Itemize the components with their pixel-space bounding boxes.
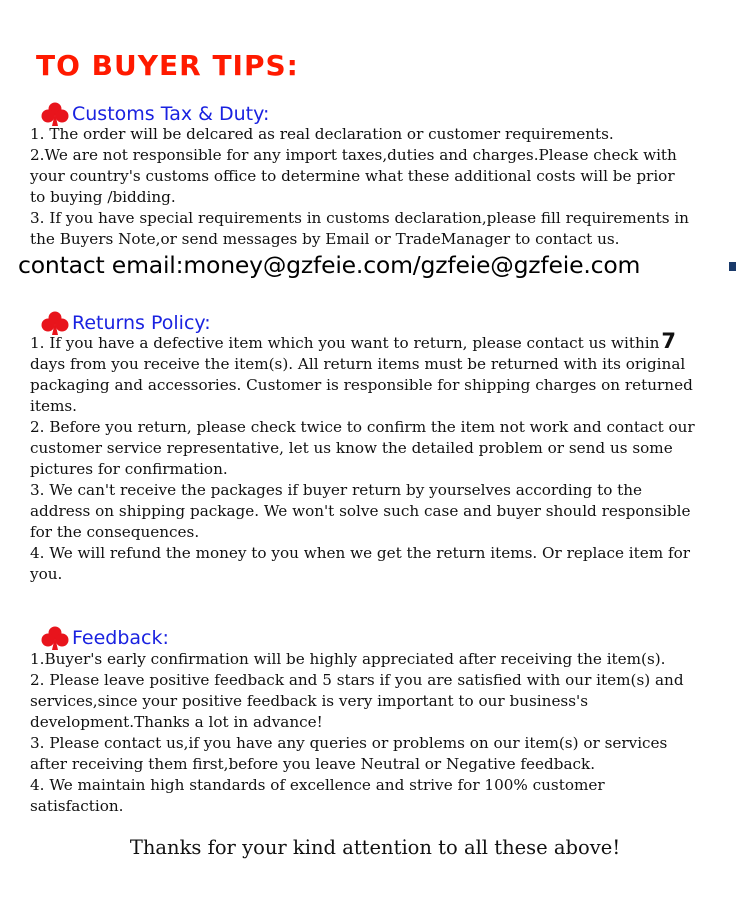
- returns-line: 3. We can't receive the packages if buyer return by yourselves according to the: [30, 481, 643, 499]
- contact-email-line: contact email:money@gzfeie.com/gzfeie@gzfeie.com: [18, 251, 641, 279]
- feedback-line: 2. Please leave positive feedback and 5 stars if you are satisfied with our item(s) and: [30, 671, 684, 689]
- returns-line: [30, 329, 714, 354]
- returns-line: packaging and accessories. Customer is responsible for shipping charges on returned: [30, 376, 693, 394]
- returns-body: [30, 329, 714, 585]
- returns-line: days from you receive the item(s). All return items must be returned with its original: [30, 355, 686, 373]
- return-days-value: 7: [661, 329, 676, 353]
- returns-line: you.: [30, 565, 63, 583]
- section-heading-text: Feedback:: [72, 627, 169, 649]
- returns-line: address on shipping package. We won't solve such case and buyer should responsible: [30, 502, 691, 520]
- customs-line: 3. If you have special requirements in customs declaration,please fill requirements in: [30, 209, 689, 227]
- feedback-line: services,since your positive feedback is very important to our business's: [30, 692, 588, 710]
- returns-line: 2. Before you return, please check twice to confirm the item not work and contact our: [30, 418, 695, 436]
- customs-line: 2.We are not responsible for any import taxes,duties and charges.Please check with: [30, 146, 677, 164]
- feedback-line: after receiving them first,before you leave Neutral or Negative feedback.: [30, 755, 596, 773]
- returns-line-text: 1. If you have a defective item which you want to return, please contact us within: [30, 334, 660, 352]
- returns-line: for the consequences.: [30, 523, 200, 541]
- feedback-body: [30, 649, 714, 817]
- closing-message: Thanks for your kind attention to all these above!: [129, 836, 621, 859]
- customs-line: to buying /bidding.: [30, 188, 176, 206]
- section-heading-feedback: [40, 625, 169, 651]
- club-icon: [40, 625, 70, 651]
- feedback-line: 3. Please contact us,if you have any queries or problems on our item(s) or services: [30, 734, 668, 752]
- returns-line: customer service representative, let us know the detailed problem or send us some: [30, 439, 673, 457]
- section-heading-text: Returns Policy:: [72, 312, 211, 334]
- feedback-line: 4. We maintain high standards of excellence and strive for 100% customer: [30, 776, 605, 794]
- customs-line: your country's customs office to determine what these additional costs will be prior: [30, 167, 675, 185]
- returns-line: 4. We will refund the money to you when we get the return items. Or replace item for: [30, 544, 690, 562]
- feedback-line: development.Thanks a lot in advance!: [30, 713, 323, 731]
- contact-marker: [729, 262, 736, 271]
- customs-line: 1. The order will be delcared as real declaration or customer requirements.: [30, 125, 614, 143]
- returns-line: items.: [30, 397, 77, 415]
- customs-body: [30, 124, 714, 250]
- returns-line: pictures for confirmation.: [30, 460, 228, 478]
- customs-line: the Buyers Note,or send messages by Email or TradeManager to contact us.: [30, 230, 620, 248]
- section-heading-text: Customs Tax & Duty:: [72, 103, 270, 125]
- feedback-line: 1.Buyer's early confirmation will be highly appreciated after receiving the item(s).: [30, 650, 666, 668]
- feedback-line: satisfaction.: [30, 797, 124, 815]
- page-title: TO BUYER TIPS:: [36, 49, 299, 82]
